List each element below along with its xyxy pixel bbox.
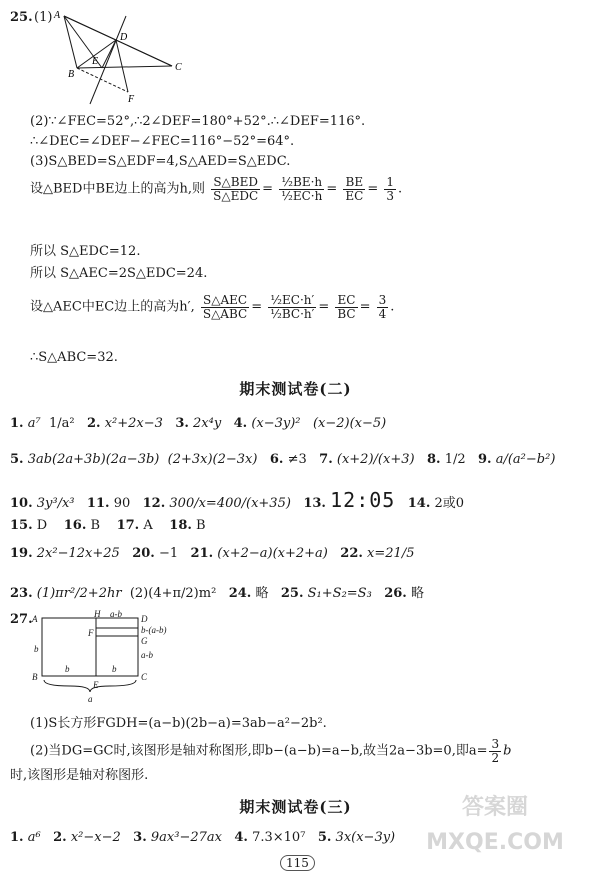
q27-label-F: F — [88, 628, 94, 638]
q27-label-G: G — [141, 636, 148, 646]
q25-line3: ∴∠DEC=∠DEF−∠FEC=116°−52°=64°. — [30, 134, 295, 149]
q27-label-B: B — [32, 672, 38, 682]
q25-line9: ∴S△ABC=32. — [30, 350, 118, 365]
q25-line6: 所以 S△EDC=12. — [30, 244, 141, 259]
q25-line5-pre: 设△BED中BE边上的高为h,则 — [30, 181, 206, 197]
watermark-logo: 答案圈 MXQE.COM — [426, 795, 564, 856]
q27-line1: (1)S长方形FGDH=(a−b)(2b−a)=3ab−a²−2b². — [30, 716, 327, 731]
answers2-row1: 1. a⁷ 1/a² 2. x²+2x−3 3. 2x⁴y 4. (x−3y)² (x−2)(x−5) — [10, 416, 387, 431]
q25-line8-frac4: $\frac{3}{4}$ — [378, 293, 387, 321]
q27-label-a-bot: a — [88, 694, 93, 704]
q27-line2-frac: $\frac{3}{2}$ — [491, 737, 500, 765]
q27-rectangle-figure — [30, 608, 200, 708]
q25-label-D: D — [120, 32, 128, 43]
answers2-row4: 15. D 16. B 17. A 18. B — [10, 518, 206, 533]
q27-label-b-mid: b — [65, 664, 70, 674]
q25-line5: 设△BED中BE边上的高为h,则 $\frac{\text{S△BED}}{\text{S△EDC}}$ = $\frac{\text{½BE·h}}{\text{½EC·h}}$ = $\frac{BE}{EC}$ = $\frac{1}{3}$ . — [30, 175, 403, 203]
q27-line3: 时,该图形是轴对称图形. — [10, 768, 149, 783]
page-number: 115 — [280, 855, 315, 871]
q25-line8-frac2: $\frac{\text{½EC·h′}}{\text{½BC·h′}}$ — [270, 293, 315, 321]
q25-triangle-figure — [52, 8, 192, 108]
q27-label-A: A — [32, 614, 38, 624]
q25-line8: 设△AEC中EC边上的高为h′, $\frac{\text{S△AEC}}{\text{S△ABC}}$ = $\frac{\text{½EC·h′}}{\text{½BC·h′}}$ = $\frac{EC}{BC}$ = $\frac{3}{4}$ . — [30, 293, 395, 321]
q27-label-H: H — [94, 609, 101, 619]
q25-label-F: F — [128, 94, 135, 105]
q27-label-b-left: b — [34, 644, 39, 654]
answers2-row3: 10. 3y³/x³ 11. 90 12. 300/x=400/(x+35) 13. 12:05 14. 2或0 — [10, 488, 465, 512]
q27-label-ab-right: a-b — [141, 650, 153, 660]
q27-label-D: D — [141, 614, 148, 624]
answers2-row2: 5. 3ab(2a+3b)(2a−3b) (2+3x)(2−3x) 6. ≠3 7. (x+2)/(x+3) 8. 1/2 9. a/(a²−b²) — [10, 452, 556, 467]
q25-label-B: B — [68, 69, 75, 80]
q27-label-C: C — [141, 672, 148, 682]
q25-line2: (2)∵∠FEC=52°,∴2∠DEF=180°+52°.∴∠DEF=116°. — [30, 114, 366, 129]
q25-line5-frac3: $\frac{BE}{EC}$ — [345, 175, 364, 203]
answers3-row1: 1. a⁶ 2. x²−x−2 3. 9ax³−27ax 4. 7.3×10⁷ 5. 3x(x−3y) — [10, 830, 396, 845]
q27-label-E: E — [93, 680, 99, 690]
q27-line2: (2)当DG=GC时,该图形是轴对称图形,即b−(a−b)=a−b,故当2a−3b=0,即a= $\frac{3}{2}$ b — [30, 737, 512, 765]
q27-label-b-bot: b — [112, 664, 117, 674]
q27-label-b-dab: b-(a-b) — [141, 625, 167, 635]
q25-line8-pre: 设△AEC中EC边上的高为h′, — [30, 299, 195, 315]
section3-title: 期末测试卷(三) — [239, 798, 352, 816]
answers2-row5: 19. 2x²−12x+25 20. −1 21. (x+2−a)(x+2+a) 22. x=21/5 — [10, 546, 415, 561]
q25-part1: (1) — [34, 10, 53, 25]
q25-label: 25. — [10, 10, 33, 25]
q25-label-C: C — [175, 62, 182, 73]
q27-label-ab-top: a-b — [110, 609, 122, 619]
answers2-row6: 23. (1)πr²/2+2hr (2)(4+π/2)m² 24. 略 25. S₁+S₂=S₃ 26. 略 — [10, 586, 424, 601]
q25-line5-frac2: $\frac{\text{½BE·h}}{\text{½EC·h}}$ — [281, 175, 323, 203]
section2-title: 期末测试卷(二) — [239, 380, 352, 398]
digital-clock: 12:05 — [330, 488, 396, 512]
q27-label: 27. — [10, 612, 33, 627]
q25-line5-frac4: $\frac{1}{3}$ — [386, 175, 394, 203]
q25-label-A: A — [54, 10, 61, 21]
q25-line7: 所以 S△AEC=2S△EDC=24. — [30, 266, 208, 281]
q25-label-E: E — [92, 56, 99, 67]
q25-line5-frac1: $\frac{\text{S△BED}}{\text{S△EDC}}$ — [213, 175, 259, 203]
q25-line8-frac1: $\frac{\text{S△AEC}}{\text{S△ABC}}$ — [202, 293, 248, 321]
q25-line4: (3)S△BED=S△EDF=4,S△AED=S△EDC. — [30, 154, 291, 169]
q25-line8-frac3: $\frac{EC}{BC}$ — [337, 293, 356, 321]
